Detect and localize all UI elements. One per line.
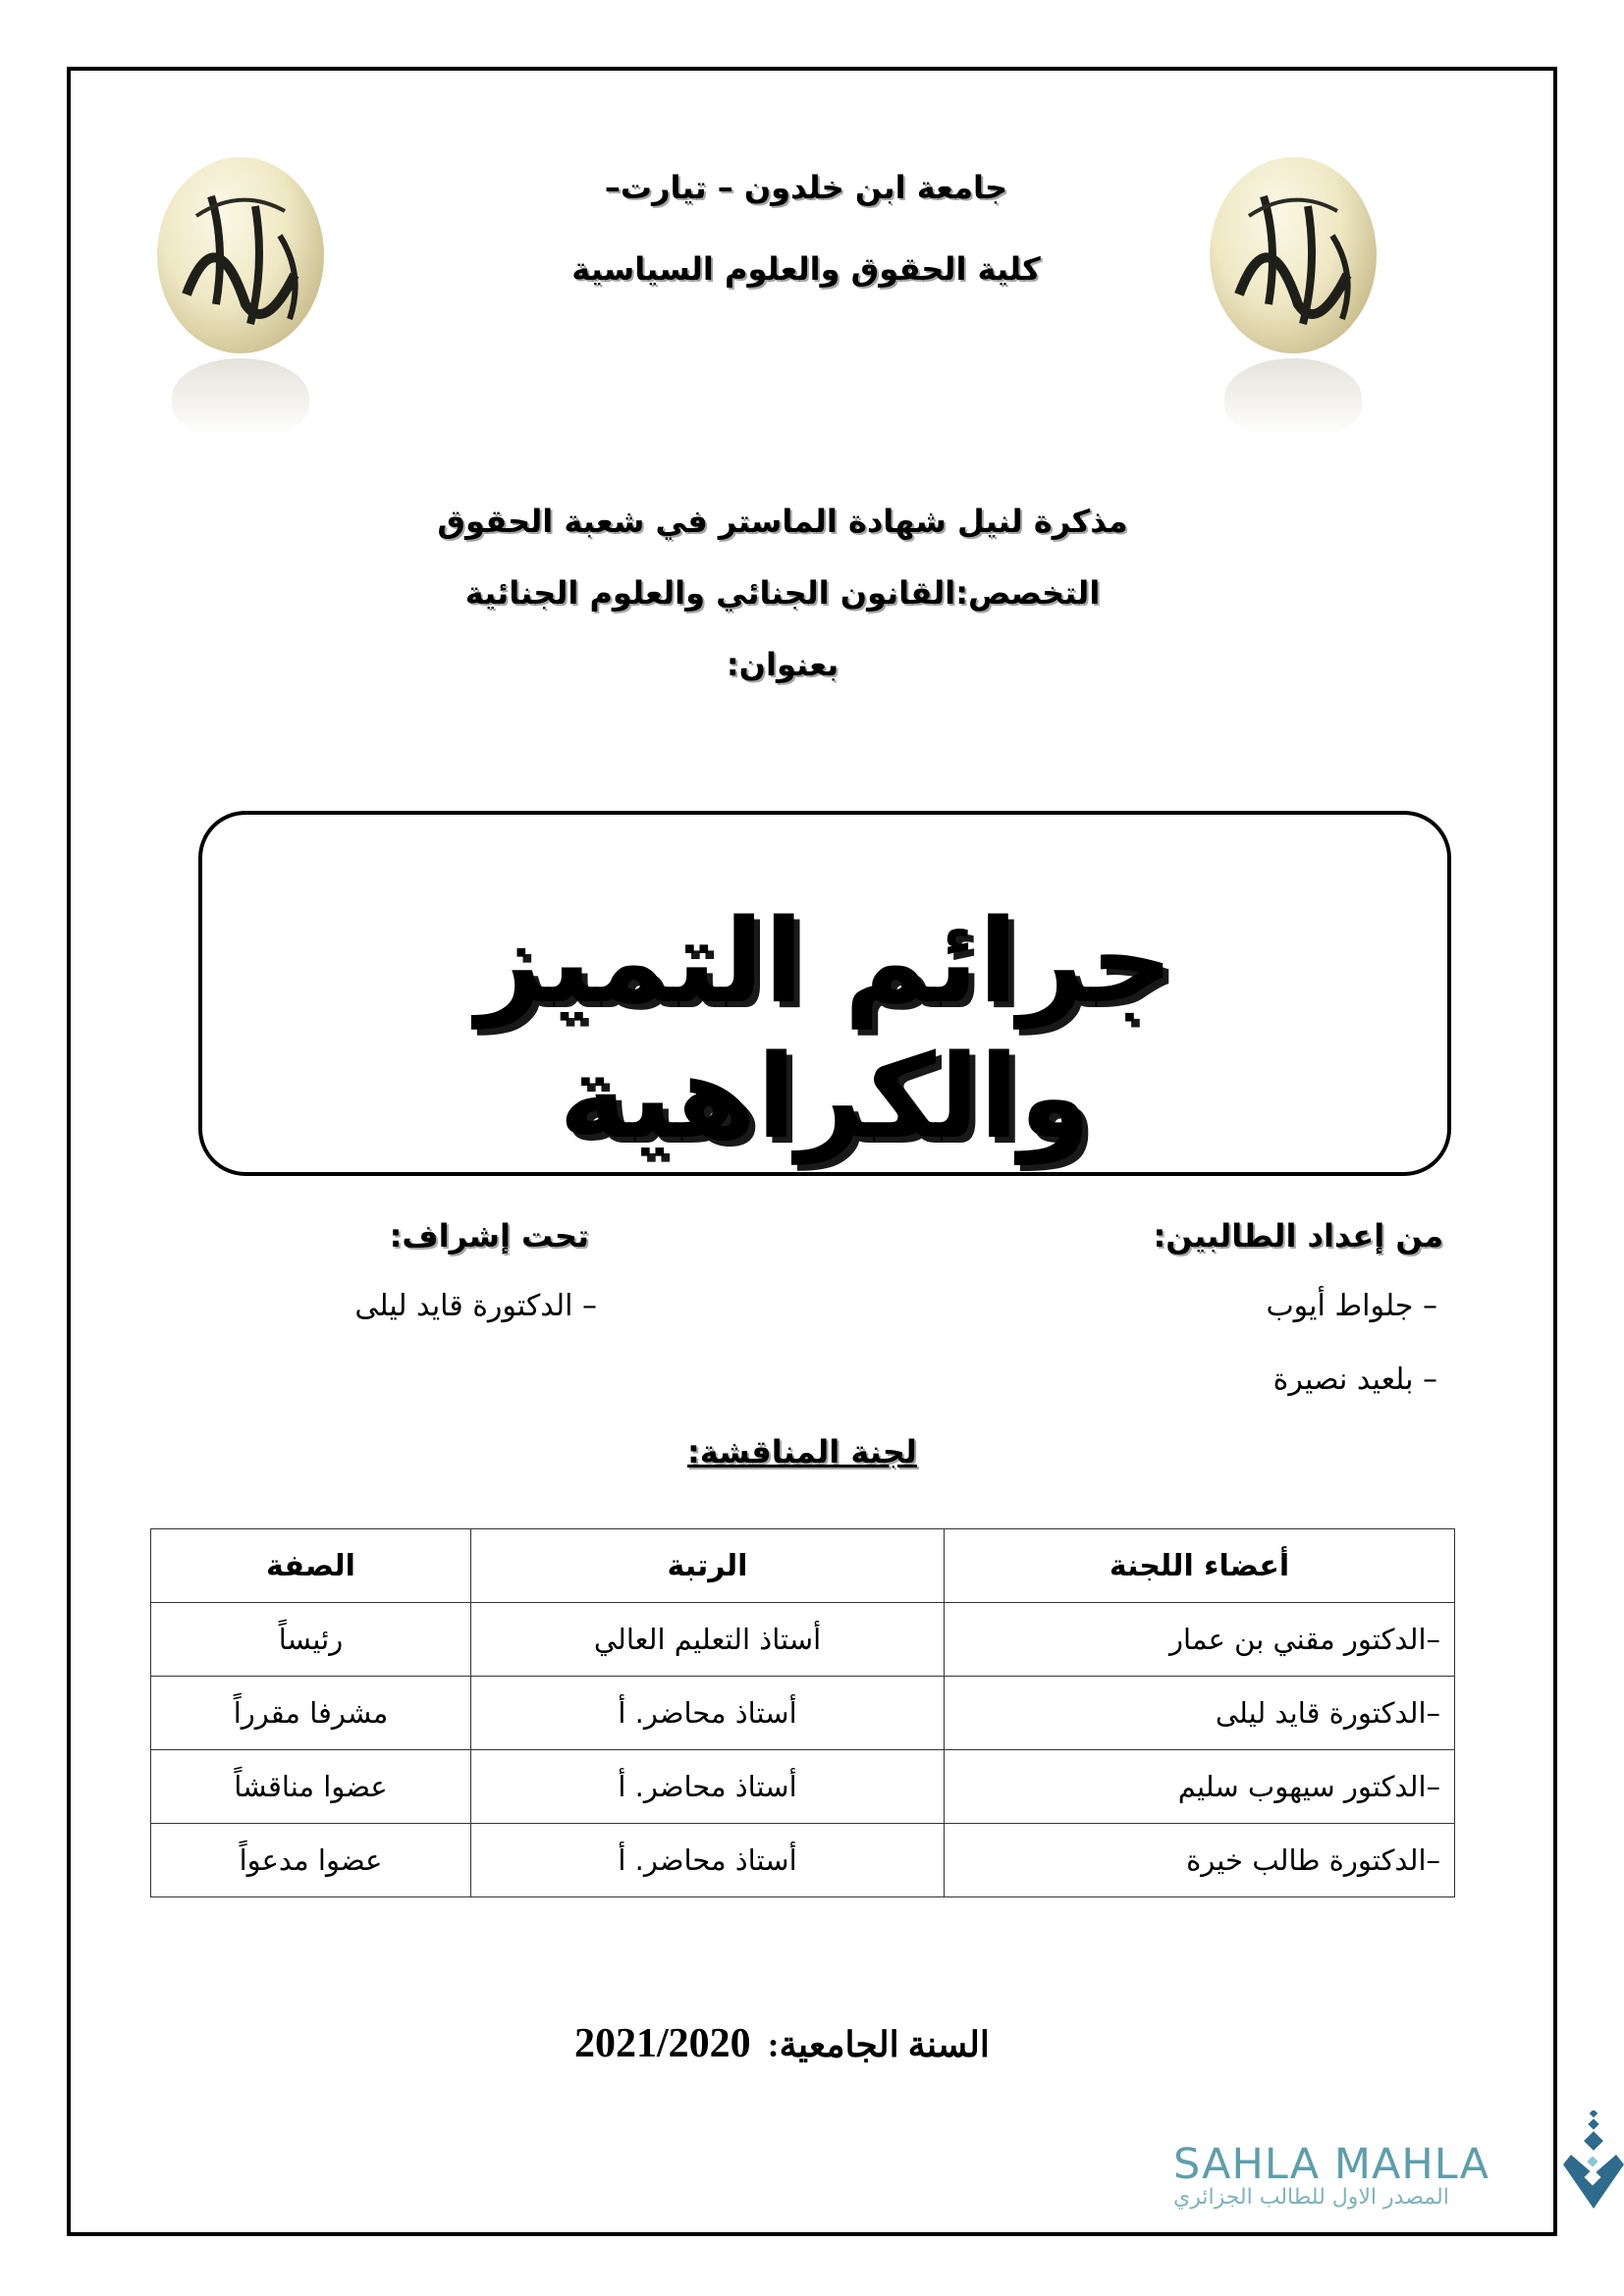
student-name-1: – جلواط أيوب — [1266, 1289, 1437, 1323]
supervisor-name: – الدكتورة قايد ليلى — [354, 1289, 597, 1323]
thesis-title: جرائم التميز والكراهية — [475, 893, 1174, 1164]
member-rank: أستاذ محاضر. أ — [471, 1824, 945, 1897]
logo-reflection — [172, 358, 309, 437]
committee-table — [150, 1528, 1455, 1897]
member-role: عضوا مدعواً — [151, 1824, 471, 1897]
header-members: أعضاء اللجنة — [945, 1529, 1455, 1603]
sahla-mahla-logo-icon — [1561, 2110, 1620, 2218]
titled-label: بعنوان: — [726, 646, 839, 683]
students-label: من إعداد الطالبين: — [1153, 1217, 1443, 1255]
member-rank: أستاذ التعليم العالي — [471, 1603, 945, 1677]
header-role: الصفة — [151, 1529, 471, 1603]
committee-label: لجنة المناقشة: — [687, 1433, 917, 1470]
degree-line: مذكرة لنيل شهادة الماستر في شعبة الحقوق — [437, 503, 1128, 540]
academic-year — [574, 2020, 990, 2067]
member-name: –الدكتور سيهوب سليم — [945, 1750, 1455, 1824]
table-row — [151, 1677, 1455, 1750]
supervisor-label: تحت إشراف: — [389, 1217, 589, 1255]
member-role: عضوا مناقشاً — [151, 1750, 471, 1824]
thesis-title-box — [198, 811, 1451, 1176]
logo-reflection — [1224, 358, 1362, 437]
table-row — [151, 1824, 1455, 1897]
university-name: جامعة ابن خلدون – تيارت– — [604, 169, 1008, 206]
table-header-row — [151, 1529, 1455, 1603]
member-name: –الدكتورة طالب خيرة — [945, 1824, 1455, 1897]
member-name: –الدكتور مقني بن عمار — [945, 1603, 1455, 1677]
academic-year-label: السنة الجامعية: — [767, 2025, 990, 2064]
header-rank: الرتبة — [471, 1529, 945, 1603]
watermark-tagline: المصدر الاول للطالب الجزائري — [1173, 2185, 1449, 2210]
member-role: مشرفا مقرراً — [151, 1677, 471, 1750]
member-name: –الدكتورة قايد ليلى — [945, 1677, 1455, 1750]
member-rank: أستاذ محاضر. أ — [471, 1677, 945, 1750]
faculty-name: كلية الحقوق والعلوم السياسية — [571, 250, 1041, 288]
student-name-2: – بلعيد نصيرة — [1272, 1362, 1437, 1397]
academic-year-value: 2021/2020 — [574, 2021, 751, 2066]
specialty-line: التخصص:القانون الجنائي والعلوم الجنائية — [464, 574, 1101, 612]
table-row — [151, 1603, 1455, 1677]
table-row — [151, 1750, 1455, 1824]
member-role: رئيساً — [151, 1603, 471, 1677]
member-rank: أستاذ محاضر. أ — [471, 1750, 945, 1824]
sahla-mahla-watermark — [1173, 2140, 1556, 2210]
watermark-brand: SAHLA MAHLA — [1173, 2140, 1490, 2189]
